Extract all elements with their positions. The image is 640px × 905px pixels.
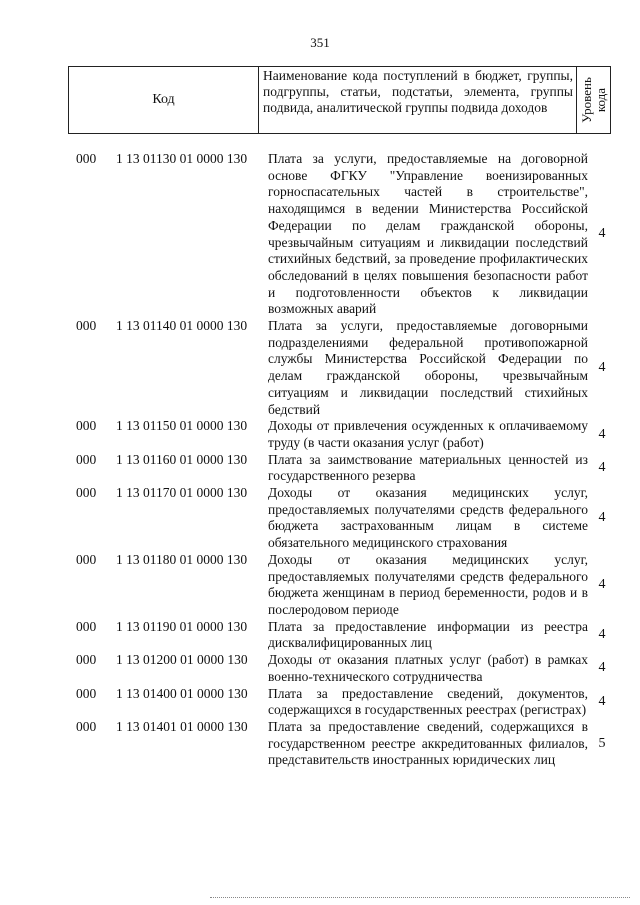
row-code: 1 13 01190 01 0000 130 [116,618,248,634]
row-name: Доходы от оказания медицинских услуг, предоставляемых получателями средств федерального бюджета застрахованным лицам в системе обязательного медицинского страхования [268,485,588,551]
table-row [76,485,616,552]
row-level: 4 [598,460,606,475]
table-row [76,619,616,652]
row-level: 4 [598,226,606,242]
row-name: Плата за услуги, предоставляемые договорными подразделениями федеральной противопожарной службы Министерства Российской Федерации по делам гражданской обороны, чрезвычайным ситуациям и ликвидации последствий стихийных бедствий [268,318,588,417]
row-code: 1 13 01150 01 0000 130 [116,418,248,434]
row-level: 4 [598,510,606,526]
table-row [76,552,616,619]
header-level-label: Уровень кода [578,77,608,123]
row-admin-code: 000 [76,318,97,334]
row-code: 1 13 01130 01 0000 130 [116,151,248,166]
row-name: Доходы от оказания платных услуг (работ) в рамках военно-технического сотрудничества [268,652,588,684]
row-admin-code: 000 [76,418,97,434]
table-header [68,66,611,134]
row-admin-code: 000 [76,451,97,467]
page-number: 351 [310,35,330,50]
row-level: 4 [598,693,606,709]
row-code: 1 13 01401 01 0000 130 [116,718,248,734]
row-name: Плата за заимствование материальных ценностей из государственного резерва [268,451,588,484]
row-level: 4 [598,576,606,592]
row-code: 1 13 01180 01 0000 130 [116,551,248,567]
row-admin-code: 000 [76,652,97,668]
row-name: Плата за предоставление информации из реестра дисквалифицированных лиц [268,618,588,651]
row-name: Доходы от привлечения осужденных к оплачиваемому труду (в части оказания услуг (работ) [268,418,588,450]
table-row [76,318,616,418]
header-level [577,67,610,133]
row-level: 4 [598,627,606,643]
header-name: Наименование кода поступлений в бюджет, группы, подгруппы, статьи, подстатьи, элемента, группы подвида, аналитической группы подвида доходов [259,67,577,133]
row-code: 1 13 01200 01 0000 130 [116,652,248,668]
row-level: 5 [598,735,606,751]
row-code: 1 13 01170 01 0000 130 [116,485,248,501]
page-edge-line [210,897,630,898]
table-row [76,719,616,769]
table-row [76,452,616,485]
row-admin-code: 000 [76,151,97,166]
row-name: Плата за предоставление сведений, содержащихся в государственном реестре аккредитованных филиалов, представительств иностранных юридических лиц [268,718,588,768]
row-admin-code: 000 [76,718,97,734]
row-level: 4 [598,660,606,676]
table-row [76,418,616,451]
table-row [76,652,616,685]
table-row [76,686,616,719]
row-code: 1 13 01400 01 0000 130 [116,685,248,701]
header-code: Код [69,67,259,133]
row-name: Плата за услуги, предоставляемые на договорной основе ФГКУ "Управление военизированных горноспасательных частей в строительстве", находящимся в ведении Министерства Российской Федерации по делам гражданской обороны, чрезвычайным ситуациям и ликвидации последствий стихийных бедствий, за проведение профилактических обследований в целях повышения безопасности работ и подготовленности объектов к ликвидации возможных аварий [268,151,588,317]
row-admin-code: 000 [76,685,97,701]
row-admin-code: 000 [76,618,97,634]
row-name: Доходы от оказания медицинских услуг, предоставляемых получателями средств федерального бюджета женщинам в период беременности, родов и в послеродовом периоде [268,551,588,617]
row-code: 1 13 01160 01 0000 130 [116,451,248,467]
table-body [76,151,616,769]
row-level: 4 [598,426,606,442]
row-admin-code: 000 [76,551,97,567]
row-name: Плата за предоставление сведений, документов, содержащихся в государственных реестрах (регистрах) [268,685,588,718]
row-level: 4 [598,359,606,375]
row-code: 1 13 01140 01 0000 130 [116,318,248,334]
table-row [76,151,616,318]
row-admin-code: 000 [76,485,97,501]
